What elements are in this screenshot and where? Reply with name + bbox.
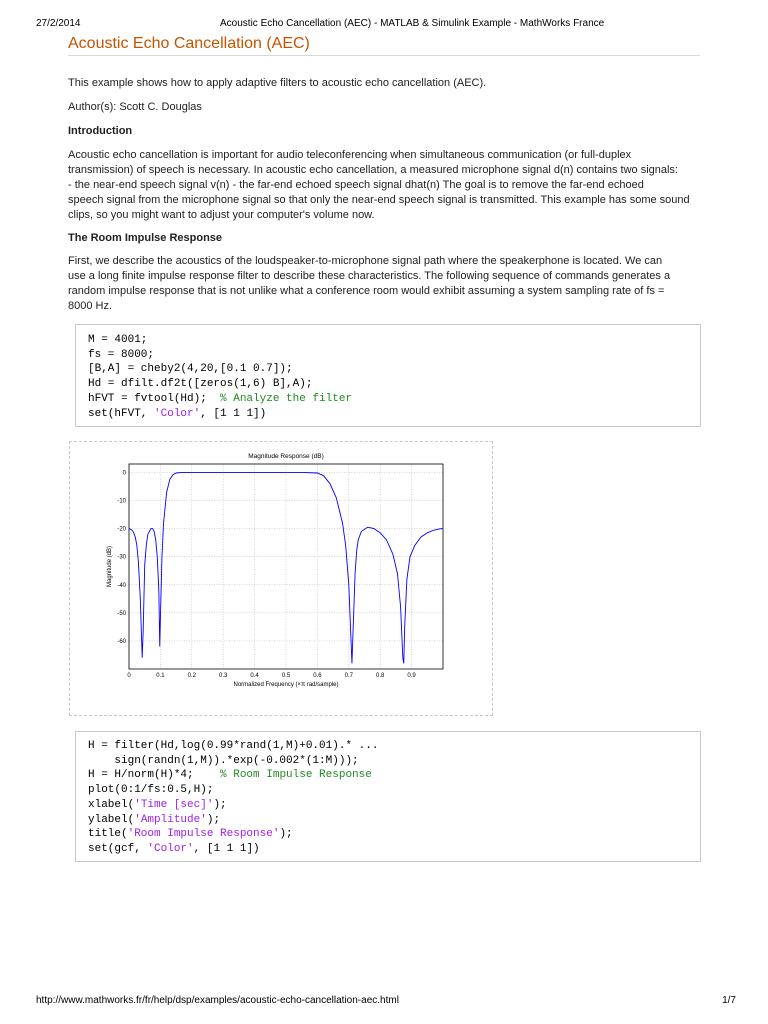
code-text: , [1 1 1]) (200, 407, 267, 420)
code-text: [B,A] = cheby2(4,20,[0.1 0.7]); (88, 363, 293, 376)
paragraph-line: clips, so you might want to adjust your computer's volume now. (68, 209, 375, 221)
code-text: ); (206, 813, 221, 826)
code-text: xlabel( (88, 798, 135, 811)
code-line (88, 348, 700, 363)
code-text: M = 4001; (88, 334, 148, 346)
code-text: sign(randn(1,M)).*exp(-0.002*(1:M))); (88, 754, 359, 767)
page-number: 1/7 (722, 995, 736, 1006)
code-text: ylabel( (88, 813, 135, 826)
x-tick-label: 0.3 (219, 673, 228, 679)
paragraph-line: Acoustic echo cancellation is important for audio teleconferencing when simultaneous communication (or full-duplex (68, 149, 632, 161)
paragraph-line: - the near-end speech signal v(n) - the far-end echoed speech signal dhat(n) The goal is to remove the far-end echoed (68, 179, 644, 191)
code-text: plot(0:1/fs:0.5,H); (88, 784, 214, 797)
code-line (88, 768, 700, 783)
code-listing[interactable] (76, 732, 700, 857)
code-line (88, 739, 700, 754)
intro-sentence: This example shows how to apply adaptive filters to acoustic echo cancellation (AEC). (68, 77, 487, 89)
y-tick-label: -60 (117, 638, 126, 645)
paragraph-line: random impulse response that is not unlike what a conference room would exhibit assuming a system sampling rate of fs = (68, 285, 665, 297)
title-divider (68, 55, 700, 56)
y-tick-label: -30 (117, 554, 126, 561)
paragraph-line: transmission) of speech is necessary. In acoustic echo cancellation, a measured microphone signal d(n) contains two signals: (68, 164, 678, 176)
code-string: 'Color' (147, 842, 194, 855)
code-string: 'Time [sec]' (134, 798, 214, 811)
code-text: H = filter(Hd,log(0.99*rand(1,M)+0.01).* ... (88, 740, 379, 752)
x-tick-label: 0.1 (156, 673, 165, 679)
code-text: Hd = dfilt.df2t([zeros(1,6) B],A); (88, 378, 313, 391)
author-line: Author(s): Scott C. Douglas (68, 101, 202, 113)
code-string: 'Amplitude' (134, 813, 207, 826)
x-tick-label: 0.9 (407, 673, 416, 679)
x-tick-label: 0.2 (187, 673, 196, 679)
y-tick-label: 0 (122, 470, 126, 477)
page-url: http://www.mathworks.fr/fr/help/dsp/examples/acoustic-echo-cancellation-aec.html (36, 995, 399, 1006)
paragraph-line: speech signal from the microphone signal so that only the near-end speech signal is transmitted. This example has some sound (68, 194, 690, 206)
code-line (88, 754, 700, 769)
x-tick-label: 0.7 (344, 673, 353, 679)
y-tick-label: -20 (117, 526, 126, 533)
x-tick-label: 0.4 (250, 673, 259, 679)
tick-layer (117, 470, 416, 679)
heading-room-impulse-response: The Room Impulse Response (68, 232, 223, 244)
code-comment: % Analyze the filter (220, 392, 353, 405)
code-string: 'Room Impulse Response' (127, 828, 280, 841)
code-line (88, 377, 700, 392)
code-line (88, 783, 700, 798)
print-footer (36, 995, 736, 1009)
x-tick-label: 0.8 (376, 673, 385, 679)
room-paragraph (68, 254, 704, 314)
y-tick-label: -50 (117, 610, 126, 617)
x-tick-label: 0.6 (313, 673, 322, 679)
code-text: title( (88, 828, 128, 841)
code-line (88, 362, 700, 377)
introduction-paragraph (68, 148, 704, 223)
code-block-impulse-response[interactable] (75, 731, 701, 862)
code-text: hFVT = fvtool(Hd); (88, 392, 221, 405)
code-text: set(gcf, (88, 842, 148, 855)
code-block-filter-design[interactable] (75, 324, 701, 427)
heading-introduction: Introduction (68, 125, 133, 137)
code-line (88, 333, 700, 348)
x-tick-label: 0 (127, 673, 131, 679)
code-line (88, 813, 700, 828)
code-line (88, 407, 700, 422)
code-line (88, 842, 700, 857)
y-tick-label: -10 (117, 498, 126, 505)
code-line (88, 392, 700, 407)
paragraph-line: use a long finite impulse response filter to describe these characteristics. The following sequence of commands generates a (68, 270, 671, 282)
code-text: , [1 1 1]) (193, 842, 260, 855)
code-text: H = H/norm(H)*4; (88, 769, 221, 782)
magnitude-response-figure (69, 441, 493, 716)
code-comment: % Room Impulse Response (220, 769, 372, 782)
chart-title: Magnitude Response (dB) (248, 453, 324, 460)
code-listing[interactable] (76, 325, 700, 421)
code-text: ); (213, 798, 227, 811)
code-line (88, 827, 700, 842)
y-tick-label: -40 (117, 582, 126, 589)
x-tick-label: 0.5 (281, 673, 291, 679)
page-title: Acoustic Echo Cancellation (AEC) (68, 35, 310, 52)
code-text: set(hFVT, (88, 407, 155, 420)
paragraph-line: First, we describe the acoustics of the loudspeaker-to-microphone signal path where the speakerphone is located. We can (68, 255, 663, 267)
magnitude-response-chart (70, 442, 492, 715)
print-header (36, 18, 736, 32)
paragraph-line: 8000 Hz. (68, 300, 113, 312)
print-page-title: Acoustic Echo Cancellation (AEC) - MATLAB & Simulink Example - MathWorks France (220, 18, 605, 29)
code-text: fs = 8000; (88, 348, 155, 361)
code-string: 'Color' (154, 407, 201, 420)
x-axis-label: Normalized Frequency (×π rad/sample) (233, 682, 339, 688)
code-text: ); (279, 828, 293, 841)
y-axis-label: Magnitude (dB) (107, 545, 113, 588)
code-line (88, 798, 700, 813)
print-date: 27/2/2014 (36, 18, 81, 29)
